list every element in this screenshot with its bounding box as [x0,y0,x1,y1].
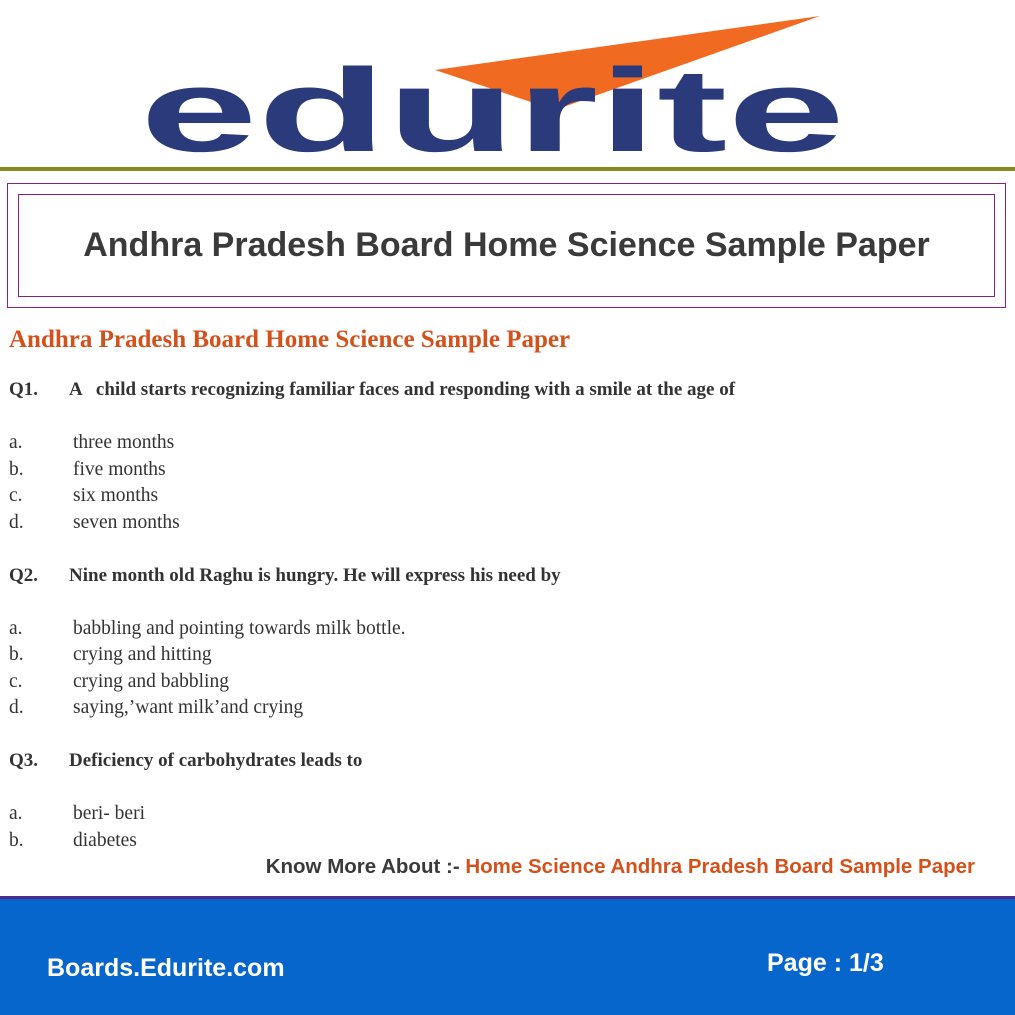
option-item [9,510,1009,537]
question-text: Deficiency of carbohydrates leads to [69,750,363,771]
option-letter: a. [9,617,23,639]
question-text: A child starts recognizing familiar faces and responding with a smile at the age of [69,379,736,400]
option-text: crying and hitting [73,644,212,665]
question-3 [9,748,1009,775]
content-heading: Andhra Pradesh Board Home Science Sample Paper [9,326,571,353]
know-more-link[interactable]: Home Science Andhra Pradesh Board Sample Paper [465,855,975,878]
option-item [9,616,1009,643]
option-item [9,642,1009,669]
option-text: diabetes [73,829,137,851]
option-item [9,669,1009,696]
option-text: six months [73,485,159,506]
page-title: Andhra Pradesh Board Home Science Sample Paper [83,226,930,264]
question-1 [9,377,1009,404]
page-indicator: Page : 1/3 [767,949,884,977]
logo-service-mark: SM [820,112,835,123]
logo-wordmark: edurite [140,45,845,160]
question-number: Q1. [9,379,39,400]
option-item [9,801,1009,828]
option-text: five months [73,458,166,480]
paper-content [9,322,1009,854]
know-more-prefix: Know More About :- [265,855,466,878]
footer-site-link[interactable]: Boards.Edurite.com [47,954,285,982]
option-text: seven months [73,511,180,533]
know-more-line [266,855,975,879]
question-number: Q3. [9,750,39,771]
logo-divider [0,167,1015,171]
option-text: babbling and pointing towards milk bottle. [73,617,406,639]
option-letter: c. [9,670,23,692]
option-letter: a. [9,432,23,453]
title-box [7,183,1006,308]
option-text: beri- beri [73,803,146,824]
option-letter: d. [9,511,24,533]
option-item [9,483,1009,510]
edurite-logo-graphic [140,8,855,160]
title-box-inner [18,194,995,297]
option-letter: b. [9,644,24,665]
option-letter: b. [9,458,24,480]
option-letter: c. [9,485,23,506]
option-letter: d. [9,697,24,718]
option-item [9,828,1009,855]
edurite-logo [140,8,855,160]
option-item [9,430,1009,457]
question-number: Q2. [9,564,39,586]
footer-bar [0,896,1015,1015]
option-text: three months [73,432,175,453]
question-text: Nine month old Raghu is hungry. He will express his need by [69,564,561,586]
option-item [9,695,1009,722]
option-item [9,457,1009,484]
question-2 [9,563,1009,590]
option-text: crying and babbling [73,670,229,692]
option-letter: b. [9,829,24,851]
option-text: saying,’want milk’and crying [73,697,304,718]
option-letter: a. [9,803,23,824]
